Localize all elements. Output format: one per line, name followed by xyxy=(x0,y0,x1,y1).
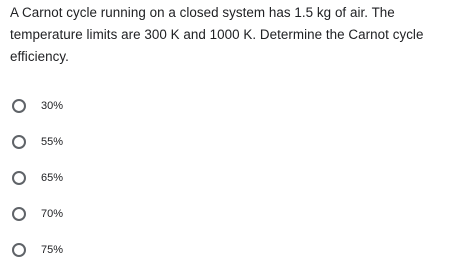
option-label: 70% xyxy=(41,208,64,220)
question-text xyxy=(10,2,470,68)
option-70[interactable] xyxy=(12,196,63,232)
option-65[interactable] xyxy=(12,160,63,196)
option-label: 30% xyxy=(41,100,64,112)
answer-options xyxy=(12,88,63,268)
option-label: 55% xyxy=(41,136,64,148)
option-label: 75% xyxy=(41,244,64,256)
option-55[interactable] xyxy=(12,124,63,160)
question-line-1: A Carnot cycle running on a closed system has 1.5 kg of air. The xyxy=(10,5,395,20)
radio-button[interactable] xyxy=(12,171,26,185)
question-line-2: temperature limits are 300 K and 1000 K. Determine the Carnot cycle xyxy=(10,27,424,42)
radio-button[interactable] xyxy=(12,135,26,149)
radio-button[interactable] xyxy=(12,243,26,257)
question-line-3: efficiency. xyxy=(10,49,69,64)
option-30[interactable] xyxy=(12,88,63,124)
option-label: 65% xyxy=(41,172,64,184)
radio-button[interactable] xyxy=(12,99,26,113)
radio-button[interactable] xyxy=(12,207,26,221)
option-75[interactable] xyxy=(12,232,63,268)
